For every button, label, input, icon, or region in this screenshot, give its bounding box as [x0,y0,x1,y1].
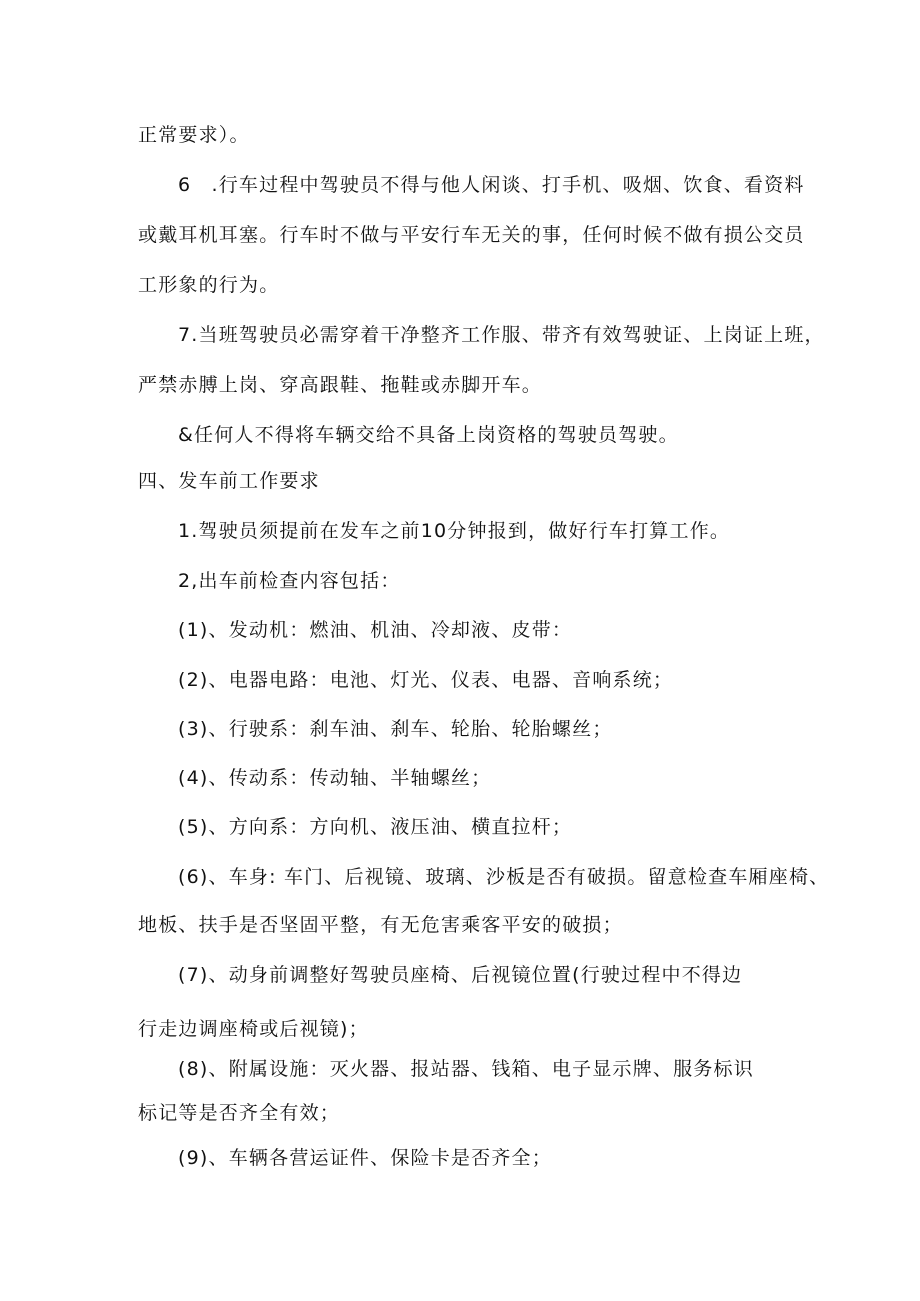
list-item-7-cont: 行走边调座椅或后视镜)； [138,1018,369,1040]
section-heading: 四、发车前工作要求 [138,470,320,492]
list-item-6-cont: 地板、扶手是否坚固平整，有无危害乘客平安的破损； [138,914,623,936]
text-line-3: 或戴耳机耳塞。行车时不做与平安行车无关的事，任何时候不做有损公交员 [138,224,805,246]
list-item-5: (5)、方向系：方向机、液压油、横直拉杆； [178,816,573,838]
text-line-1: 正常要求）。 [138,124,250,146]
list-item-6: (6)、车身: 车门、后视镜、玻璃、沙板是否有破损。留意检查车厢座椅、 [178,866,830,888]
text-line-9: 1.驾驶员须提前在发车之前10分钟报到，做好行车打算工作。 [178,520,731,542]
text-line-2: 6 .行车过程中驾驶员不得与他人闲谈、打手机、吸烟、饮食、看资料 [178,174,805,196]
text-line-5: 7.当班驾驶员必需穿着干净整齐工作服、带齐有效驾驶证、上岗证上班， [178,324,825,346]
text-line-7: &任何人不得将车辆交给不具备上岗资格的驾驶员驾驶。 [178,424,679,446]
list-item-2: (2)、电器电路：电池、灯光、仪表、电器、音响系统； [178,669,674,691]
list-item-1: (1)、发动机：燃油、机油、冷却液、皮带： [178,619,573,641]
list-item-9: (9)、车辆各营运证件、保险卡是否齐全； [178,1147,552,1169]
list-item-4: (4)、传动系：传动轴、半轴螺丝； [178,767,492,789]
list-item-3: (3)、行驶系：刹车油、刹车、轮胎、轮胎螺丝； [178,718,613,740]
list-item-8: (8)、附属设施：灭火器、报站器、钱箱、电子显示牌、服务标识 [178,1058,754,1080]
text-line-10: 2,出车前检查内容包括： [178,570,401,592]
text-line-6: 严禁赤膊上岗、穿高跟鞋、拖鞋或赤脚开车。 [138,374,543,396]
text-line-4: 工形象的行为。 [138,274,280,296]
list-item-7: (7)、动身前调整好驾驶员座椅、后视镜位置(行驶过程中不得边 [178,964,743,986]
list-item-8-cont: 标记等是否齐全有效； [138,1102,341,1124]
